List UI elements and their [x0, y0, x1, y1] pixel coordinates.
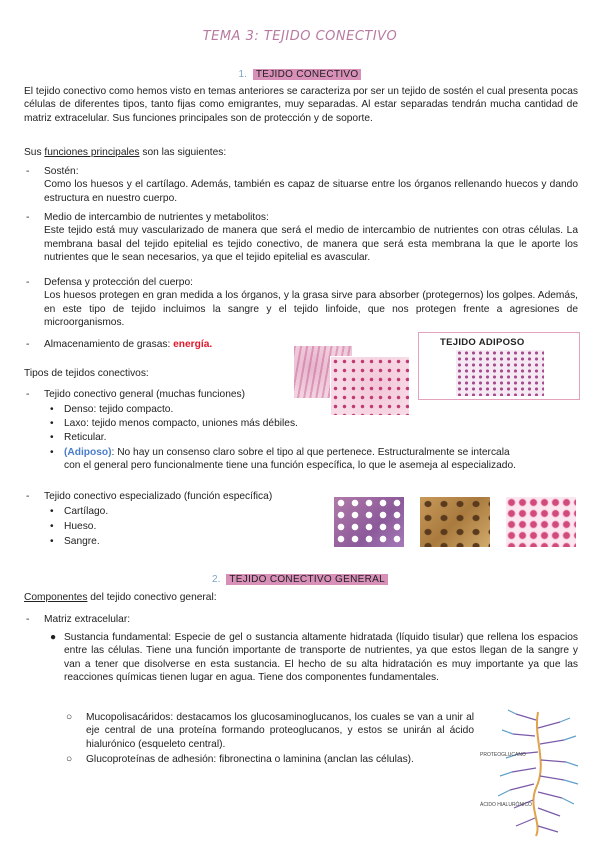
functions-intro-pre: Sus: [24, 147, 45, 158]
function-title: Defensa y protección del cuerpo:: [44, 277, 193, 288]
types-intro: Tipos de tejidos conectivos:: [24, 368, 149, 379]
proteoglycan-diagram: [478, 708, 588, 838]
bullet-marker: •: [50, 432, 54, 443]
components-underlined: Componentes: [24, 592, 88, 603]
components-post: del tejido conectivo general:: [87, 592, 217, 603]
specialized-item: Hueso.: [64, 521, 97, 532]
specialized-item: Sangre.: [64, 536, 100, 547]
function-text: Este tejido está muy vascularizado de manera que será el medio de intercambio de nutrientes con otras células. La membrana basal del tejido epitelial es tejido conectivo, de manera que será esta membrana la que le aporte los nutrientes que le sean necesarios, ya que el tejido epitelial es avascular.: [44, 225, 578, 264]
function-title: Medio de intercambio de nutrientes y metabolitos:: [44, 212, 269, 223]
bullet-marker: ●: [50, 632, 57, 643]
general-title: Tejido conectivo general (muchas funciones): [44, 389, 246, 400]
page-title: TEMA 3: TEJIDO CONECTIVO: [202, 29, 398, 44]
cartilage-micrograph: [334, 497, 404, 547]
bone-micrograph: [420, 497, 490, 547]
dash-marker: -: [26, 277, 30, 288]
function-item: [44, 276, 578, 330]
bullet-marker: •: [50, 536, 54, 547]
circle-marker: ○: [66, 712, 73, 723]
function-item: [44, 338, 212, 351]
section-1-title: TEJIDO CONECTIVO: [253, 69, 362, 80]
bullet-marker: •: [50, 521, 54, 532]
section-1-number: 1.: [238, 69, 247, 80]
section-2-title: TEJIDO CONECTIVO GENERAL: [226, 574, 388, 585]
dash-marker: -: [26, 166, 30, 177]
adipose-text: : No hay un consenso claro sobre el tipo al que pertenece. Estructuralmente se intercala con el general pero funcionalmente tiene una función específica, lo que le asemeja al especializado.: [64, 447, 516, 472]
general-item: Denso: tejido compacto.: [64, 404, 174, 415]
substance-paragraph: Sustancia fundamental: Especie de gel o sustancia altamente hidratada (líquido tisular) que rellena los espacios entre las células. Tiene una función importante de transporte de nutrientes, ya que estos llegan de la sangre y van a tener que disolverse en esta sustancia. El hecho de su alta hidratación es muy importante ya que las reacciones químicas tienen lugar en agua. Tiene dos componentes fundamentales.: [64, 632, 578, 684]
bullet-marker: •: [50, 418, 54, 429]
intro-paragraph: El tejido conectivo como hemos visto en temas anteriores se caracteriza por ser un tejido de sostén el cual presenta pocas células de diferentes tipos, tanto fijas como emigrantes, muy separadas. Al estar separadas tendrán mucha cantidad de matriz extracelular. Sus funciones principales son de protección y de soporte.: [24, 86, 578, 124]
adipose-micrograph-2: [330, 356, 410, 416]
diagram-label: PROTEOGLUCANO: [480, 752, 526, 758]
function-text: Como los huesos y el cartílago. Además, también es capaz de situarse entre los órganos rellenando huecos y dando estructura en nuestro cuerpo.: [44, 179, 578, 204]
dash-marker: -: [26, 491, 30, 502]
adipose-micrograph-3: [456, 350, 544, 396]
section-2-heading: [0, 573, 600, 586]
function-item: [44, 165, 578, 205]
matrix-sub-item: Mucopolisacáridos: destacamos los glucosaminoglucanos, los cuales se van a unir al eje central de una proteína formando proteoglucanos, y estos se unirán al ácido hialurónico (esqueleto central).: [86, 712, 474, 750]
diagram-label: ÁCIDO HIALURÓNICO: [480, 802, 532, 808]
blood-micrograph: [506, 497, 576, 547]
function-item: [44, 211, 578, 265]
dash-marker: -: [26, 389, 30, 400]
general-adipose-item: [64, 446, 524, 473]
general-item: Reticular.: [64, 432, 107, 443]
bullet-marker: •: [50, 447, 54, 458]
functions-intro-underlined: funciones principales: [44, 147, 140, 158]
diagram-strands: [498, 710, 578, 836]
bullet-marker: •: [50, 404, 54, 415]
function-title: Almacenamiento de grasas:: [44, 339, 174, 350]
matrix-title: Matriz extracelular:: [44, 614, 131, 625]
components-intro: [24, 591, 217, 604]
function-text: Los huesos protegen en gran medida a los órganos, y la grasa sirve para absorber (protegernos) los golpes. Además, en este tipo de tejido incluimos la sangre y el tejido linfoide, que nos protegen frente a agresiones de microorganismos.: [44, 290, 578, 329]
circle-marker: ○: [66, 754, 73, 765]
functions-intro: [24, 146, 226, 159]
general-item: Laxo: tejido menos compacto, uniones más débiles.: [64, 418, 298, 429]
functions-intro-post: son las siguientes:: [139, 147, 227, 158]
dash-marker: -: [26, 339, 30, 350]
dash-marker: -: [26, 614, 30, 625]
adipose-label: (Adiposo): [64, 447, 112, 458]
section-2-number: 2.: [212, 574, 221, 585]
specialized-title: Tejido conectivo especializado (función específica): [44, 491, 273, 502]
function-title: Sostén:: [44, 166, 79, 177]
adipose-figure-label: TEJIDO ADIPOSO: [440, 337, 525, 348]
dash-marker: -: [26, 212, 30, 223]
bullet-marker: •: [50, 506, 54, 517]
energy-highlight: energía.: [173, 339, 213, 350]
matrix-sub-item: Glucoproteínas de adhesión: fibronectina o laminina (anclan las células).: [86, 754, 414, 765]
section-1-heading: [0, 68, 600, 81]
specialized-item: Cartílago.: [64, 506, 109, 517]
